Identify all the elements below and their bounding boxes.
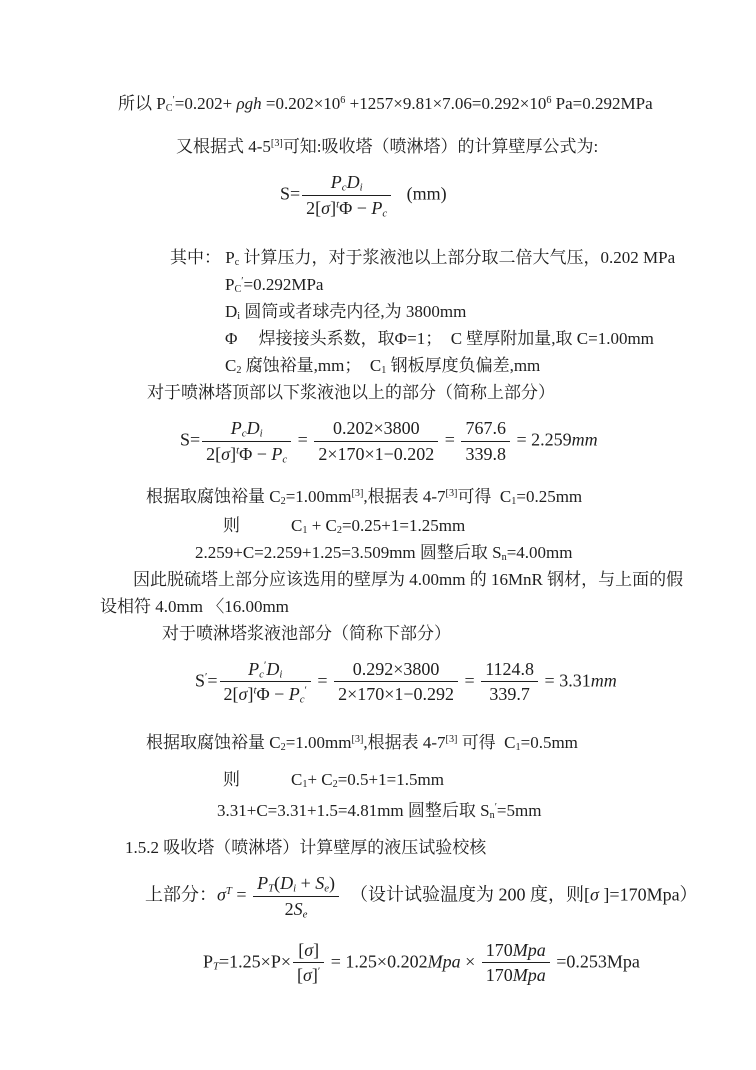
line-upper-allowances: 根据取腐蚀裕量 $C_2=1.00mm[3]$,根据表 4-7[3]可得 $C_1=0.25mm$: [146, 486, 583, 507]
line-pc-prime-pressure-calc: 所以 $P_C'=0.202+ \rho gh =0.202\times 10^6 +1257\times 9.81\times 7.06=0.292\times 10^6$ Pa=0.292MPa: [118, 94, 653, 115]
line-param-c2-c1: $C_2$ 腐蚀裕量,mm； $C_1$ 钢板厚度负偏差,mm: [225, 356, 541, 377]
heading-section-1-5-2: 1.5.2 吸收塔（喷淋塔）计算壁厚的液压试验校核: [125, 838, 487, 858]
formula-hydrotest-pressure: $P_T=1.25\times P\times$ $\frac{[\sigma]}{[\sigma]'}$ = 1.25×0.202Mpa × $\frac{\text{170Mpa}}{\text{170Mpa}}$ =0.253Mpa: [203, 939, 640, 986]
line-param-phi-c: Φ 焊接接头系数，取Φ=1； C 壁厚附加量,取 C=1.00mm: [225, 329, 654, 349]
line-upper-c1-plus-c2: 则 $C_1 + C_2=0.25+1=1.25mm$: [223, 515, 466, 536]
line-upper-rounded-thickness: 2.259+C=2.259+1.25=3.509mm 圆整后取 $S_n=4.00mm$: [195, 542, 573, 563]
line-upper-conclusion-1: 因此脱硫塔上部分应该选用的壁厚为 4.00mm 的 16MnR 钢材，与上面的假: [133, 569, 684, 589]
line-upper-section-heading: 对于喷淋塔顶部以下浆液池以上的部分（简称上部分）: [147, 383, 555, 403]
line-lower-c1-plus-c2: 则 $C_1+ C_2=0.5+1=1.5mm$: [223, 770, 444, 791]
line-upper-conclusion-2: 设相符 4.0mm 〈16.00mm: [100, 596, 289, 616]
line-lower-section-heading: 对于喷淋塔浆液池部分（简称下部分）: [162, 623, 451, 643]
line-param-pc: 其中： $P_c$ 计算压力，对于浆液池以上部分取二倍大气压，0.202 MPa: [170, 248, 676, 269]
formula-upper-thickness-calc: S= $\frac{P_cD_i}{2[\sigma]^t\Phi - P_c}$ = $\frac{0.202\times 3800}{2\times 170\times 1-0.202}$ = $\frac{767.6}{339.8}$ = 2.259mm: [180, 418, 598, 466]
line-lower-allowances: 根据取腐蚀裕量 $C_2=1.00mm[3]$,根据表 4-7[3] 可得 $C_1=0.5mm$: [146, 733, 578, 754]
formula-hydrotest-stress: 上部分：$\sigma^T$ = $\frac{P_T(D_i + S_e)}{2S_e}$ （设计试验温度为 200 度，则[σ ]=170Mpa）: [145, 873, 698, 921]
line-formula-intro: 又根据式 4-5[3]可知:吸收塔（喷淋塔）的计算壁厚公式为:: [176, 137, 599, 156]
line-lower-rounded-thickness: 3.31+C=3.31+1.5=4.81mm 圆整后取 $S_n'=5mm$: [217, 801, 542, 822]
formula-lower-thickness-calc: S′= $\frac{P_c'D_i}{2[\sigma]^t\Phi - P_c'}$ = $\frac{0.292\times 3800}{2\times 170\times 1-0.292}$ = $\frac{1124.8}{339.7}$ = 3.31mm: [195, 658, 617, 706]
formula-wall-thickness-definition: S= $\frac{P_cD_i}{2[\sigma]^t\Phi - P_c}$ (mm): [280, 172, 447, 220]
line-param-pc-prime: $P_C'=0.292MPa$: [225, 275, 324, 296]
line-param-di: $D_i$ 圆筒或者球壳内径,为 3800mm: [225, 302, 467, 323]
